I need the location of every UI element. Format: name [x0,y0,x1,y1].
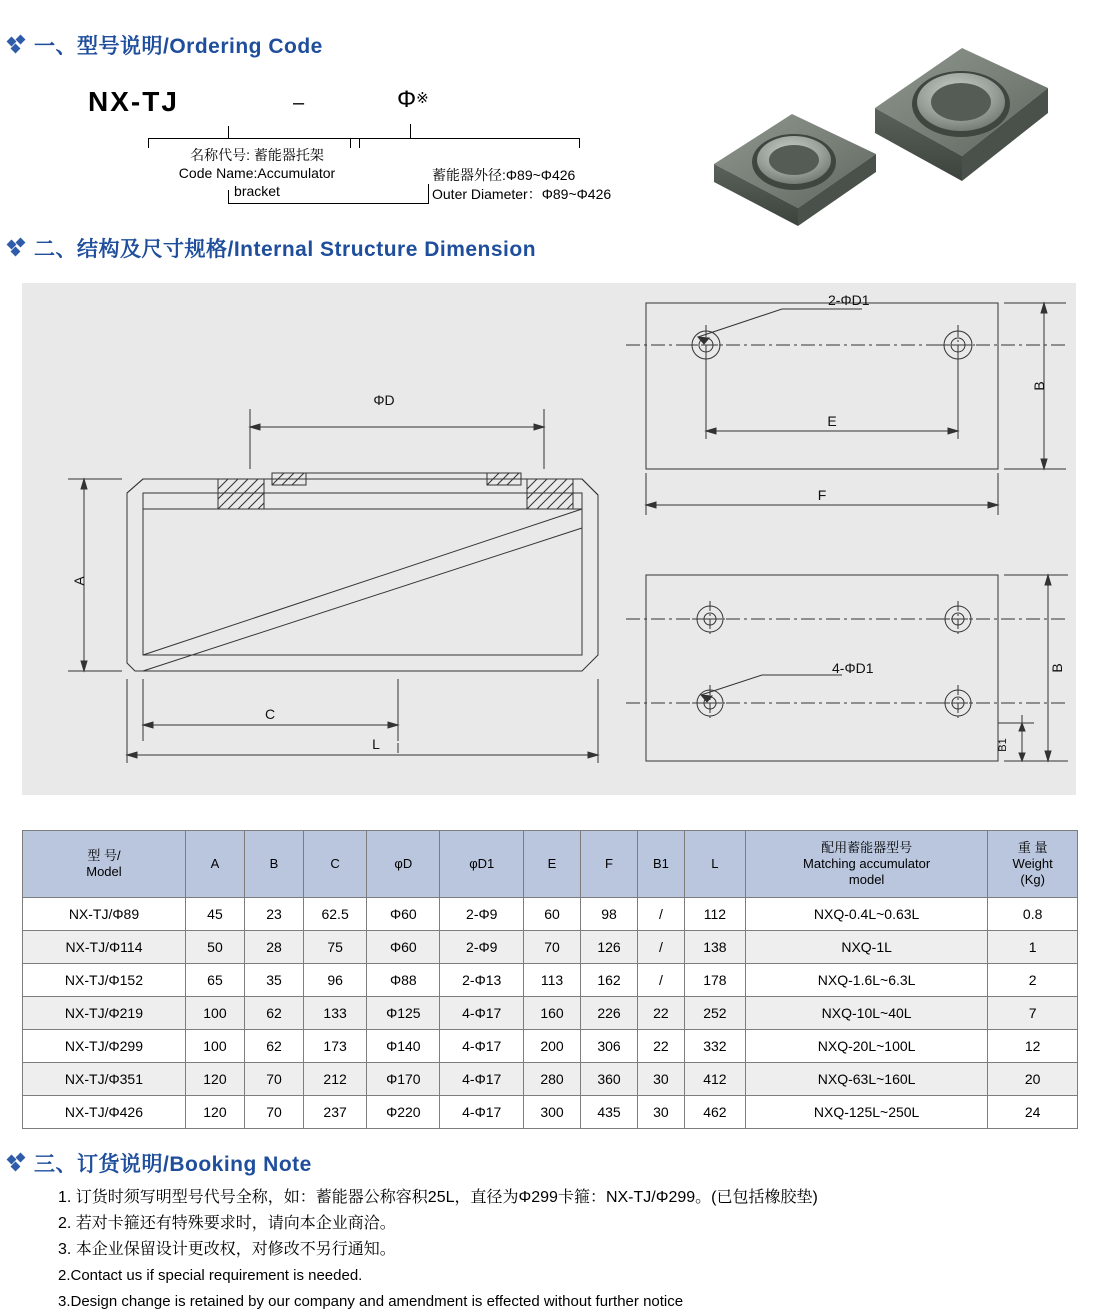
dim-label-F: F [817,487,827,503]
leader-line [350,138,580,139]
technical-drawing-panel [22,283,1076,795]
cell-model: NX-TJ/Φ89 [23,898,186,931]
cell-A: 45 [185,898,244,931]
col-header-matching-cn: 配用蓄能器型号 [821,840,913,855]
cell-match: NXQ-1L [745,931,987,964]
col-header-C: C [304,831,367,898]
bracket-line [428,184,429,204]
cell-B: 23 [244,898,303,931]
cell-L: 332 [684,1030,745,1063]
code-name-en2: bracket [234,183,280,199]
cell-A: 120 [185,1096,244,1129]
cell-B: 62 [244,997,303,1030]
col-header-model [23,831,186,898]
cell-C: 62.5 [304,898,367,931]
bracket-line [228,190,229,204]
col-header-matching [745,831,987,898]
cell-C: 212 [304,1063,367,1096]
cell-E: 160 [523,997,580,1030]
cell-A: 100 [185,997,244,1030]
cell-A: 65 [185,964,244,997]
table-header-row [23,831,1078,898]
cell-phiD1: 4-Φ17 [440,1063,524,1096]
cell-phiD1: 4-Φ17 [440,997,524,1030]
cell-model: NX-TJ/Φ152 [23,964,186,997]
dim-label-2phiD1: 2-ΦD1 [828,292,870,308]
section-title-text: 二、结构及尺寸规格/Internal Structure Dimension [34,238,537,261]
cell-L: 412 [684,1063,745,1096]
col-header-L: L [684,831,745,898]
phi-symbol: Φ [397,86,417,113]
cell-B1: 30 [638,1063,685,1096]
section-title-text: 一、型号说明/Ordering Code [34,35,323,58]
col-header-model-en: Model [86,864,122,879]
cell-match: NXQ-63L~160L [745,1063,987,1096]
cell-C: 96 [304,964,367,997]
leader-line [228,126,229,138]
cell-B1: / [638,898,685,931]
leader-line [148,138,360,139]
cell-weight: 20 [988,1063,1078,1096]
cell-weight: 12 [988,1030,1078,1063]
cell-B1: 22 [638,997,685,1030]
cell-L: 112 [684,898,745,931]
cell-phiD1: 2-Φ9 [440,898,524,931]
ordering-right-annotation [432,166,611,204]
table-row [23,1096,1078,1129]
col-header-weight-cn: 重 量 [1017,840,1048,855]
cell-F: 306 [581,1030,638,1063]
cell-phiD1: 2-Φ13 [440,964,524,997]
leader-line [579,138,580,148]
col-header-weight-en: Weight [1012,856,1053,871]
cell-F: 126 [581,931,638,964]
asterisk-mark: ※ [416,90,429,107]
cell-weight: 2 [988,964,1078,997]
dim-label-E: E [827,413,837,429]
dim-label-C: C [264,706,276,722]
cell-model: NX-TJ/Φ219 [23,997,186,1030]
cell-L: 138 [684,931,745,964]
col-header-F: F [581,831,638,898]
booking-note-line-4: 2.Contact us if special requirement is needed. [58,1267,363,1284]
cell-match: NXQ-20L~100L [745,1030,987,1063]
section-heading-structure-dimension [8,233,536,263]
cell-model: NX-TJ/Φ351 [23,1063,186,1096]
outer-diameter-en: Outer Diameter：Φ89~Φ426 [432,186,612,202]
booking-note-line-1: 1. 订货时须写明型号代号全称，如：蓄能器公称容积25L，直径为Φ299卡箍：NX-TJ/Φ299。(已包括橡胶垫) [58,1189,818,1206]
cell-phiD1: 2-Φ9 [440,931,524,964]
dim-label-B-top: B [1031,381,1047,391]
cell-B1: 22 [638,1030,685,1063]
cell-B1: 30 [638,1096,685,1129]
cell-phiD: Φ60 [367,931,440,964]
table-row [23,1063,1078,1096]
cell-E: 200 [523,1030,580,1063]
cell-B: 28 [244,931,303,964]
cell-phiD: Φ220 [367,1096,440,1129]
cell-match: NXQ-1.6L~6.3L [745,964,987,997]
col-header-A: A [185,831,244,898]
section-title-text: 三、订货说明/Booking Note [34,1153,312,1176]
dim-label-phiD: ΦD [373,392,395,408]
cell-model: NX-TJ/Φ426 [23,1096,186,1129]
dim-label-B-bottom: B [1049,663,1065,673]
section-heading-booking-note [8,1148,312,1178]
cell-weight: 1 [988,931,1078,964]
diamond-bullet-icon [8,239,26,257]
cell-phiD: Φ140 [367,1030,440,1063]
dim-label-A: A [71,576,87,586]
dim-label-L: L [372,736,380,752]
cell-model: NX-TJ/Φ114 [23,931,186,964]
cell-B: 62 [244,1030,303,1063]
col-header-model-cn: 型 号/ [87,848,121,863]
specification-table [22,830,1078,1129]
dim-label-B1: B1 [997,738,1009,752]
product-photo [700,36,1060,232]
code-name-en: Code Name:Accumulator [178,165,336,181]
cell-C: 237 [304,1096,367,1129]
col-header-E: E [523,831,580,898]
bracket-left [714,114,876,226]
cell-weight: 24 [988,1096,1078,1129]
cell-F: 98 [581,898,638,931]
table-body [23,898,1078,1129]
cell-L: 178 [684,964,745,997]
ordering-code-diameter-symbol [397,86,429,114]
cell-B: 70 [244,1096,303,1129]
cell-F: 226 [581,997,638,1030]
leader-line [410,124,411,138]
cell-C: 133 [304,997,367,1030]
cell-B1: / [638,964,685,997]
ordering-code-diagram [80,78,680,218]
table-row [23,1030,1078,1063]
cell-match: NXQ-10L~40L [745,997,987,1030]
cell-B: 35 [244,964,303,997]
bracket-line [228,203,428,204]
cell-E: 300 [523,1096,580,1129]
col-header-B: B [244,831,303,898]
cell-A: 50 [185,931,244,964]
col-header-matching-en1: Matching accumulator [803,856,931,871]
col-header-phiD1: φD1 [440,831,524,898]
outer-diameter-cn: 蓄能器外径:Φ89~Φ426 [432,167,576,183]
cell-E: 70 [523,931,580,964]
cell-weight: 7 [988,997,1078,1030]
cell-phiD: Φ88 [367,964,440,997]
cell-C: 173 [304,1030,367,1063]
cell-E: 60 [523,898,580,931]
cell-F: 435 [581,1096,638,1129]
bracket-right [875,48,1048,181]
cell-match: NXQ-125L~250L [745,1096,987,1129]
cell-F: 360 [581,1063,638,1096]
booking-note-line-2: 2. 若对卡箍还有特殊要求时，请向本企业商洽。 [58,1215,396,1232]
accumulator-bracket-photo-svg [700,36,1060,232]
cell-phiD: Φ60 [367,898,440,931]
cell-phiD1: 4-Φ17 [440,1030,524,1063]
booking-note-line-3: 3. 本企业保留设计更改权，对修改不另行通知。 [58,1241,396,1258]
dim-label-4phiD1: 4-ΦD1 [832,660,874,676]
code-name-cn: 名称代号: 蓄能器托架 [190,147,324,163]
cell-phiD: Φ170 [367,1063,440,1096]
diamond-bullet-icon [8,1154,26,1172]
col-header-matching-en2: model [848,872,885,887]
table-row [23,931,1078,964]
booking-note-line-5: 3.Design change is retained by our company and amendment is effected without further notice [58,1293,684,1310]
booking-note-list [58,1185,1078,1315]
cell-L: 252 [684,997,745,1030]
cell-E: 280 [523,1063,580,1096]
cell-A: 120 [185,1063,244,1096]
cell-phiD1: 4-Φ17 [440,1096,524,1129]
table-row [23,964,1078,997]
col-header-weight-unit: (Kg) [1020,872,1045,887]
ordering-left-annotation [142,146,372,200]
ordering-code-dash: – [293,92,305,114]
drawing-svg [22,283,1076,795]
ordering-code-value: NX-TJ [88,86,179,117]
table-row [23,898,1078,931]
cell-E: 113 [523,964,580,997]
table-row [23,997,1078,1030]
cell-match: NXQ-0.4L~0.63L [745,898,987,931]
cell-weight: 0.8 [988,898,1078,931]
section-heading-ordering-code [8,30,323,60]
col-header-weight [988,831,1078,898]
cell-A: 100 [185,1030,244,1063]
diamond-bullet-icon [8,36,26,54]
cell-L: 462 [684,1096,745,1129]
col-header-B1: B1 [638,831,685,898]
cell-B: 70 [244,1063,303,1096]
cell-C: 75 [304,931,367,964]
cell-F: 162 [581,964,638,997]
cell-model: NX-TJ/Φ299 [23,1030,186,1063]
col-header-phiD: φD [367,831,440,898]
cell-phiD: Φ125 [367,997,440,1030]
cell-B1: / [638,931,685,964]
